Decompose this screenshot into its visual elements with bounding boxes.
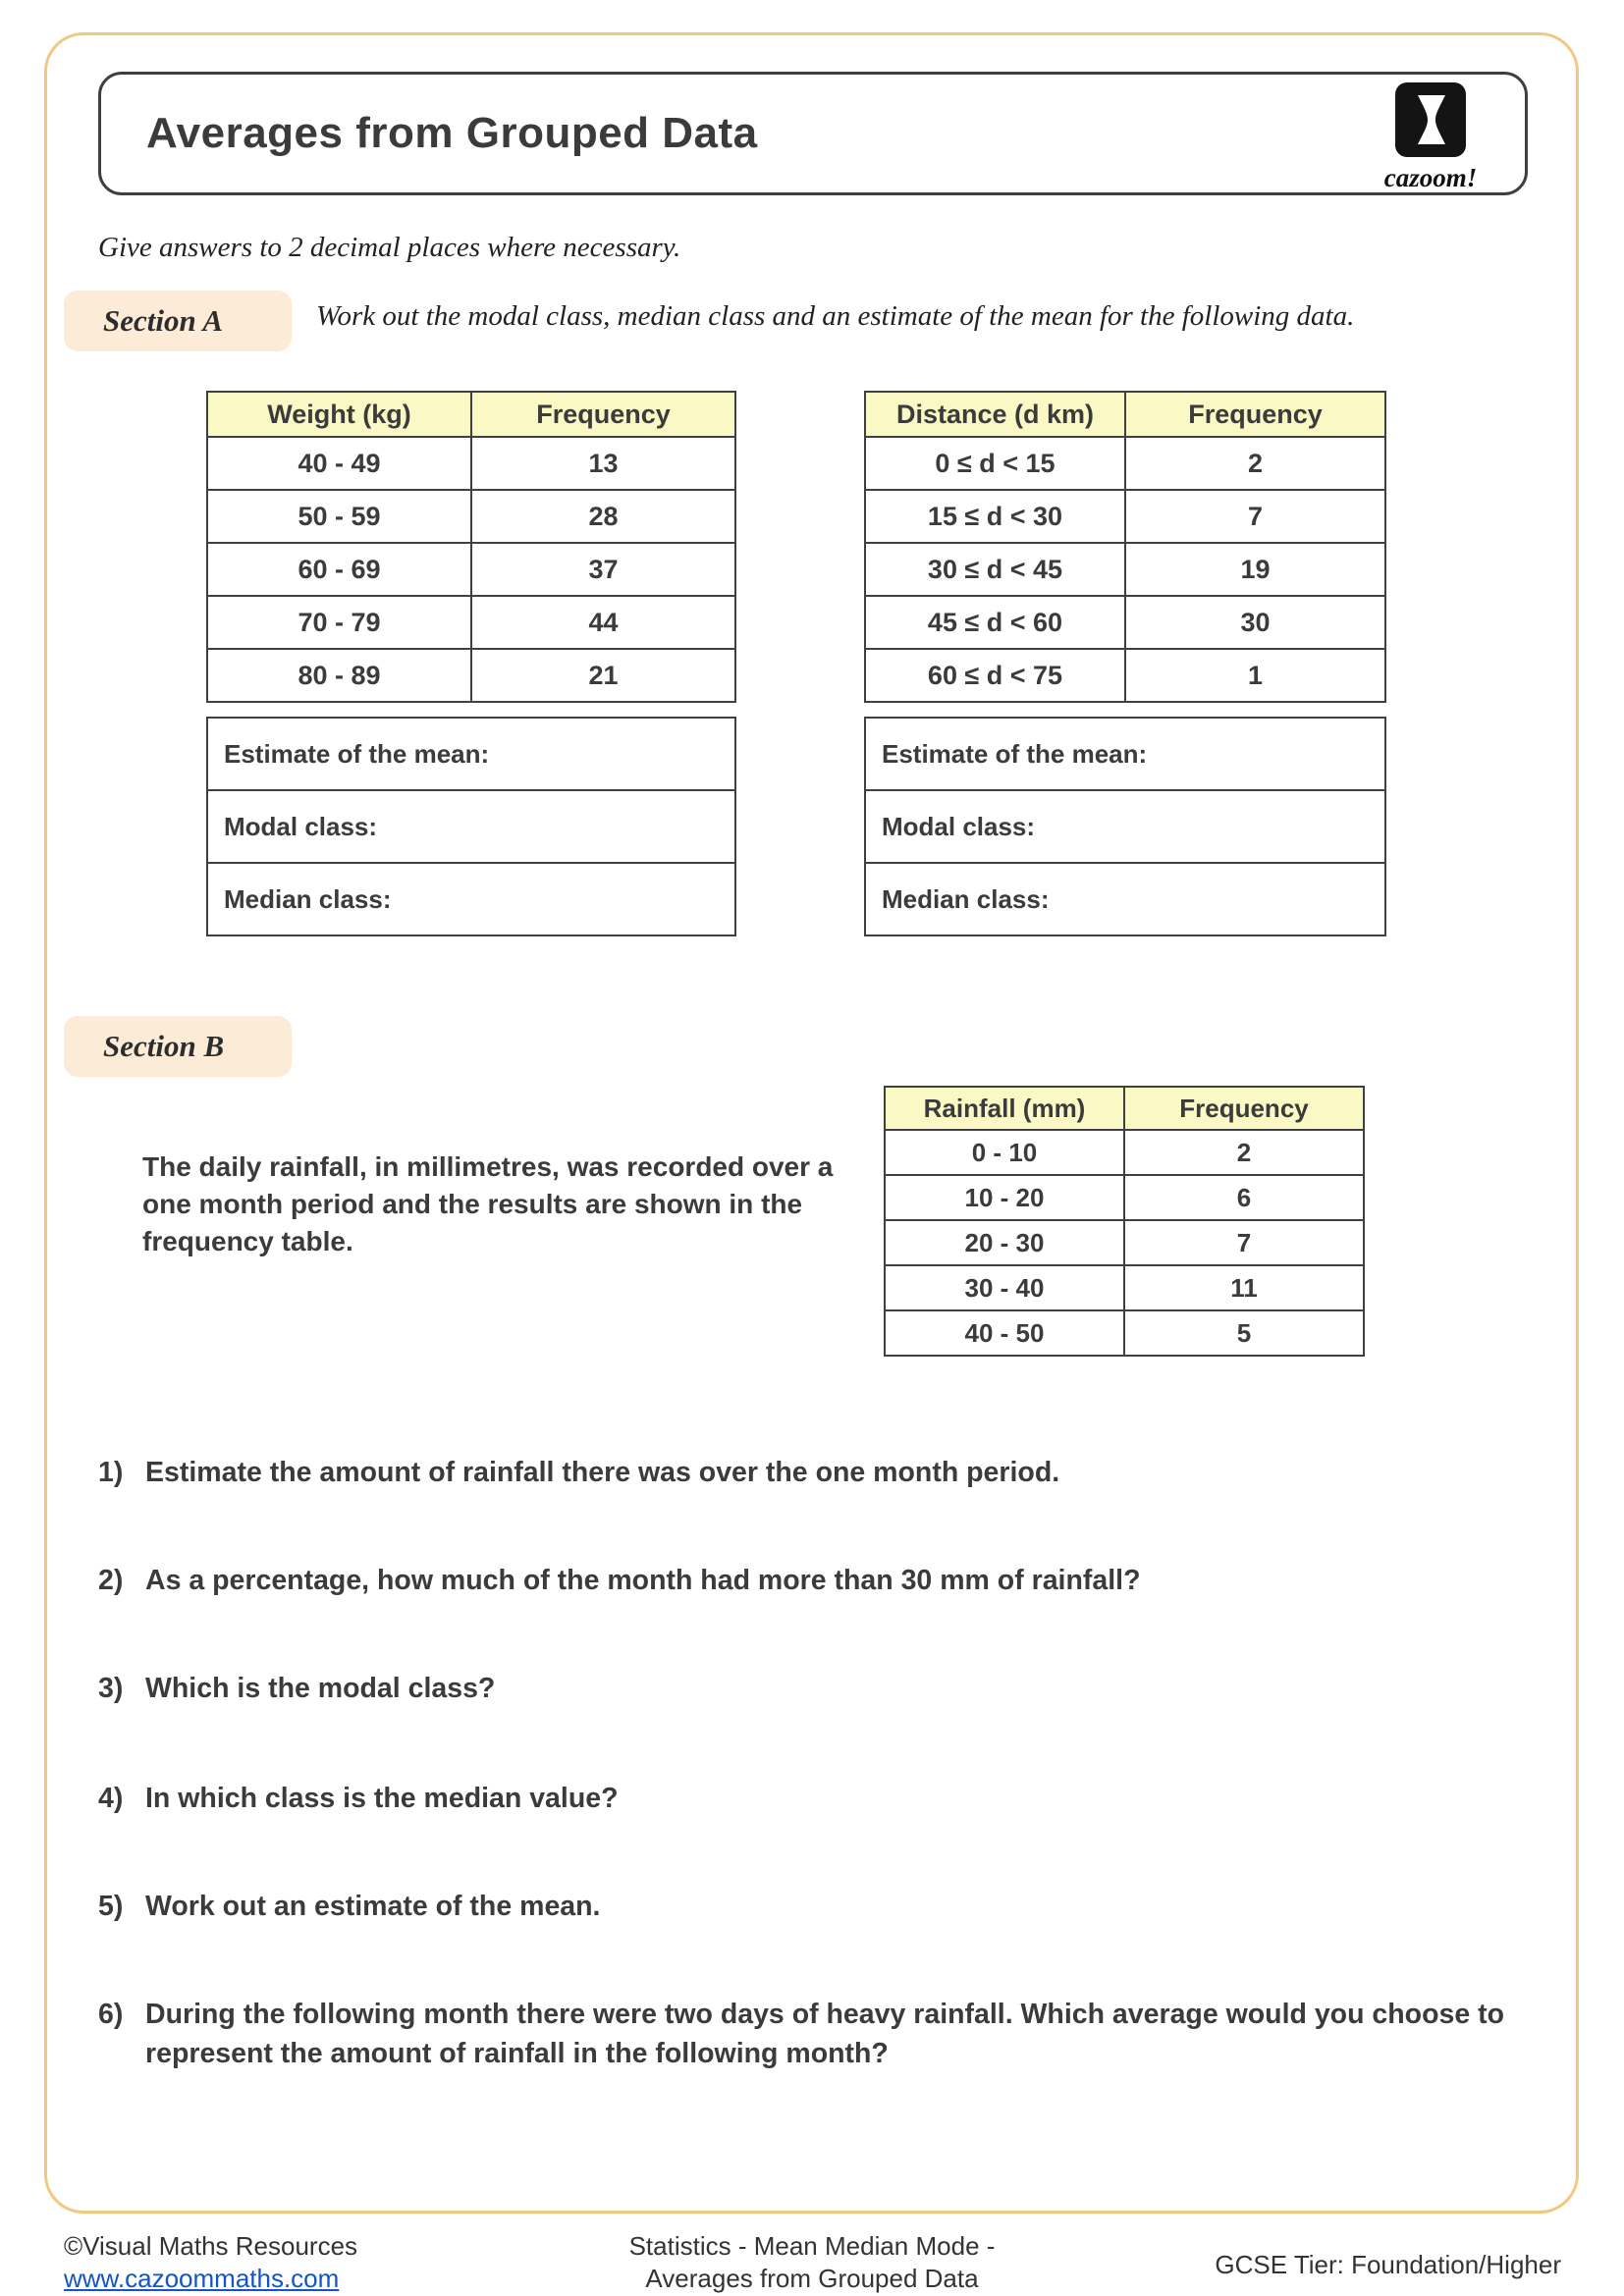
table-header-row [865, 392, 1385, 437]
question-text: Estimate the amount of rainfall there was over the one month period. [145, 1457, 1060, 1488]
cell-frequency: 6 [1124, 1175, 1364, 1220]
cell-frequency: 11 [1124, 1265, 1364, 1310]
question-number: 5) [98, 1891, 124, 1922]
table-header-row [207, 392, 735, 437]
cell-frequency: 2 [1125, 437, 1385, 490]
table-row [885, 1310, 1364, 1356]
answer-label: Modal class: [882, 811, 1036, 841]
table-row [207, 543, 735, 596]
cell-class: 40 - 50 [885, 1310, 1124, 1356]
question-text: Work out an estimate of the mean. [145, 1891, 601, 1922]
general-instruction: Give answers to 2 decimal places where necessary. [98, 232, 681, 263]
question-text: In which class is the median value? [145, 1783, 619, 1814]
cell-frequency: 1 [1125, 649, 1385, 702]
table-row [865, 490, 1385, 543]
cell-frequency: 28 [471, 490, 735, 543]
table-row [207, 437, 735, 490]
cell-class: 60 - 69 [207, 543, 471, 596]
table-row [885, 1130, 1364, 1175]
cell-class: 30 - 40 [885, 1265, 1124, 1310]
table-row [885, 1220, 1364, 1265]
table-row [885, 1175, 1364, 1220]
question-6 [98, 1995, 1526, 2073]
answer-label: Median class: [882, 883, 1050, 914]
cell-class: 10 - 20 [885, 1175, 1124, 1220]
distance-frequency-table [864, 391, 1386, 703]
answer-box-estimate-mean [864, 717, 1386, 791]
title-box [98, 72, 1528, 195]
table-row [865, 543, 1385, 596]
table-row [207, 596, 735, 649]
table-row [885, 1265, 1364, 1310]
cell-class: 45 ≤ d < 60 [865, 596, 1125, 649]
weight-frequency-table [206, 391, 736, 703]
cell-frequency: 44 [471, 596, 735, 649]
answer-boxes-left [206, 717, 736, 936]
column-header-frequency: Frequency [471, 392, 735, 437]
table-row [865, 596, 1385, 649]
cazoom-icon [1394, 81, 1467, 158]
section-a-label: Section A [103, 303, 224, 338]
cell-class: 0 ≤ d < 15 [865, 437, 1125, 490]
column-header-rainfall: Rainfall (mm) [885, 1087, 1124, 1130]
question-number: 3) [98, 1673, 124, 1704]
answer-box-median-class [206, 862, 736, 936]
cell-class: 20 - 30 [885, 1220, 1124, 1265]
cell-class: 80 - 89 [207, 649, 471, 702]
question-text: As a percentage, how much of the month had more than 30 mm of rainfall? [145, 1565, 1141, 1596]
table-row [207, 649, 735, 702]
answer-boxes-right [864, 717, 1386, 936]
cell-frequency: 37 [471, 543, 735, 596]
cell-frequency: 21 [471, 649, 735, 702]
cell-class: 50 - 59 [207, 490, 471, 543]
cell-frequency: 7 [1125, 490, 1385, 543]
question-number: 6) [98, 1999, 124, 2030]
column-header-weight: Weight (kg) [207, 392, 471, 437]
answer-box-median-class [864, 862, 1386, 936]
page-title: Averages from Grouped Data [146, 109, 758, 157]
question-2 [98, 1561, 1526, 1600]
question-4 [98, 1779, 1526, 1818]
answer-label: Estimate of the mean: [224, 738, 490, 769]
footer-tier: GCSE Tier: Foundation/Higher [1215, 2250, 1561, 2279]
cazoom-logo [1362, 81, 1499, 193]
cazoom-logo-text: cazoom! [1383, 163, 1478, 192]
question-5 [98, 1887, 1526, 1926]
cell-class: 0 - 10 [885, 1130, 1124, 1175]
section-b-badge [64, 1016, 292, 1077]
section-b-label: Section B [103, 1029, 225, 1063]
table-row [865, 649, 1385, 702]
cell-frequency: 7 [1124, 1220, 1364, 1265]
cell-class: 30 ≤ d < 45 [865, 543, 1125, 596]
cell-frequency: 5 [1124, 1310, 1364, 1356]
table-row [207, 490, 735, 543]
cell-frequency: 19 [1125, 543, 1385, 596]
section-a-instruction: Work out the modal class, median class and an estimate of the mean for the following data. [316, 300, 1355, 332]
question-3 [98, 1669, 1526, 1708]
cell-class: 60 ≤ d < 75 [865, 649, 1125, 702]
answer-box-modal-class [206, 789, 736, 864]
column-header-frequency: Frequency [1125, 392, 1385, 437]
question-number: 4) [98, 1783, 124, 1814]
answer-label: Median class: [224, 883, 392, 914]
column-header-frequency: Frequency [1124, 1087, 1364, 1130]
answer-label: Modal class: [224, 811, 378, 841]
rainfall-frequency-table [884, 1086, 1365, 1357]
table-row [865, 437, 1385, 490]
answer-box-estimate-mean [206, 717, 736, 791]
table-header-row [885, 1087, 1364, 1130]
copyright-text: ©Visual Maths Resources [64, 2231, 358, 2261]
cell-class: 15 ≤ d < 30 [865, 490, 1125, 543]
question-text: Which is the modal class? [145, 1673, 496, 1704]
section-a-badge [64, 291, 292, 351]
column-header-distance: Distance (d km) [865, 392, 1125, 437]
footer-topic-line2: Averages from Grouped Data [645, 2264, 979, 2293]
cell-frequency: 13 [471, 437, 735, 490]
question-number: 1) [98, 1457, 124, 1488]
cell-frequency: 30 [1125, 596, 1385, 649]
answer-label: Estimate of the mean: [882, 738, 1148, 769]
question-1 [98, 1453, 1526, 1492]
cell-class: 40 - 49 [207, 437, 471, 490]
question-text: During the following month there were two days of heavy rainfall. Which average would you choose to represent the amount of rainfall in the following month? [145, 1999, 1505, 2069]
cell-frequency: 2 [1124, 1130, 1364, 1175]
answer-box-modal-class [864, 789, 1386, 864]
question-number: 2) [98, 1565, 124, 1596]
section-b-intro: The daily rainfall, in millimetres, was recorded over a one month period and the results are shown in the frequency table. [142, 1151, 834, 1256]
footer-topic-line1: Statistics - Mean Median Mode - [628, 2231, 996, 2261]
cell-class: 70 - 79 [207, 596, 471, 649]
cazoommaths-link[interactable]: www.cazoommaths.com [64, 2264, 340, 2293]
